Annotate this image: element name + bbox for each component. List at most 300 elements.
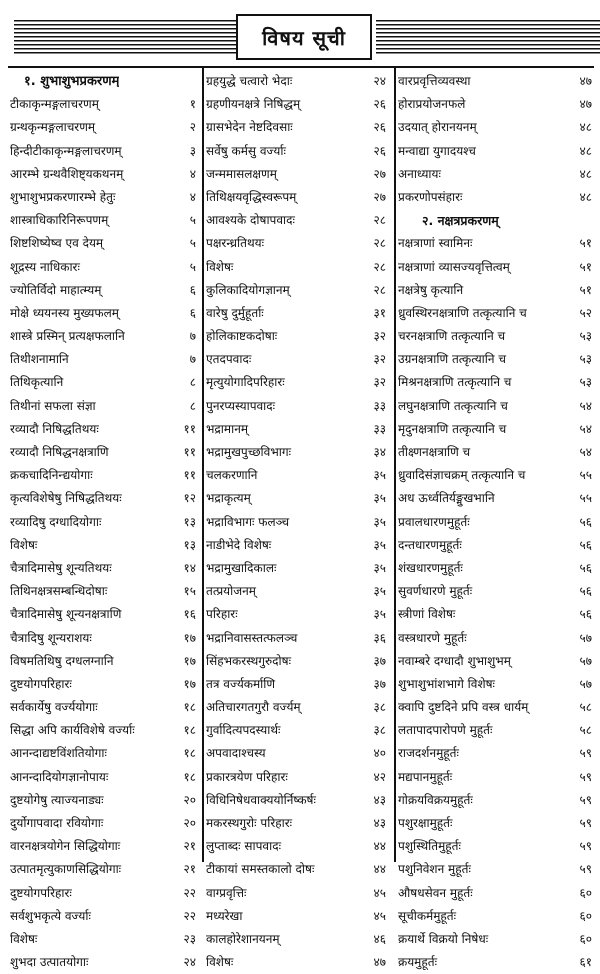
toc-entry-title: मद्यपानमुहूर्तः — [398, 769, 453, 784]
toc-entry-title: उत्पातमृत्युकाणसिद्धियोगाः — [10, 862, 122, 877]
toc-entry-page: ३८ — [373, 723, 386, 738]
toc-entry-page: ३७ — [373, 676, 386, 691]
toc-entry-page: ४४ — [373, 862, 386, 877]
toc-entry-page: ३५ — [373, 537, 386, 552]
toc-entry — [10, 279, 198, 302]
toc-entry-page: १४ — [183, 560, 196, 575]
toc-entry-page: ६ — [189, 305, 196, 320]
toc-entry-title: मन्वाद्या युगादयश्च — [398, 143, 476, 158]
toc-entry-page: २० — [183, 792, 196, 807]
toc-entry-title: भद्रामुखपुच्छविभागः — [206, 445, 292, 459]
section-heading — [10, 70, 198, 93]
toc-entry-page: ३१ — [373, 305, 386, 320]
toc-entry-title: अनाध्यायः — [398, 166, 441, 181]
toc-entry-page: ५६ — [579, 560, 592, 575]
toc-entry-page: ५८ — [579, 723, 592, 738]
toc-entry-title: रव्यादौ निषिद्धनक्षत्राणि — [10, 445, 109, 459]
toc-entry — [398, 557, 594, 580]
toc-entry-title: टीकाकृन्मङ्गलाचरणम् — [10, 97, 99, 112]
toc-entry — [10, 93, 198, 116]
toc-entry-title: गोक्रयविक्रयमुहूर्तः — [398, 792, 473, 807]
toc-entry-title: प्रवालधारणमुहूर्तः — [398, 514, 470, 529]
toc-entry-title: चरनक्षत्राणि तत्कृत्यानि च — [398, 329, 506, 344]
toc-column-2 — [206, 70, 390, 974]
toc-entry-page: ४८ — [579, 189, 592, 204]
toc-entry-title: लुप्ताब्दः सापवादः — [206, 839, 281, 854]
toc-entry — [206, 789, 390, 812]
toc-entry-title: दुष्टयोगपरिहारः — [10, 676, 72, 691]
toc-entry-page: १५ — [183, 584, 196, 599]
toc-entry-page: ३५ — [373, 584, 386, 599]
toc-entry — [10, 905, 198, 928]
toc-entry-title: भद्रामुखादिकालः — [206, 560, 277, 575]
toc-entry-page: ४० — [373, 746, 386, 761]
toc-entry-page: ११ — [183, 445, 196, 459]
toc-entry — [398, 766, 594, 789]
toc-entry-page: २१ — [183, 862, 196, 877]
toc-entry — [206, 279, 390, 302]
toc-entry — [398, 603, 594, 626]
toc-entry-page: ५६ — [579, 514, 592, 529]
toc-entry-page: ३४ — [373, 445, 386, 459]
toc-entry-title: तिथिकृत्यानि — [10, 375, 64, 390]
toc-entry — [10, 627, 198, 650]
toc-entry — [398, 650, 594, 673]
toc-entry-page: ६ — [189, 282, 196, 297]
toc-entry — [206, 140, 390, 163]
toc-entry — [398, 116, 594, 139]
toc-entry-title: वारेषु दुर्मुहूर्ताः — [206, 305, 264, 320]
toc-entry-title: होराप्रयोजनफले — [398, 97, 466, 112]
toc-entry-page: ४४ — [373, 839, 386, 854]
toc-entry-page: ५ — [189, 213, 196, 228]
toc-entry-title: सिद्धा अपि कार्यविशेषे वर्ज्याः — [10, 723, 135, 738]
toc-entry-title: भद्रामानम् — [206, 421, 249, 436]
toc-entry-page: ५३ — [579, 375, 592, 390]
toc-entry-page: १८ — [183, 746, 196, 761]
toc-entry-title: सर्वेषु कर्मसु वर्ज्याः — [206, 143, 286, 158]
toc-entry — [206, 511, 390, 534]
toc-entry-title: सूचीकर्ममुहूर्तः — [398, 908, 457, 923]
toc-entry-title: प्रकारत्रयेण परिहारः — [206, 769, 288, 784]
toc-entry-title: ध्रुवस्थिरनक्षत्राणि तत्कृत्यानि च — [398, 305, 527, 320]
toc-entry-title: उदयात् होरानयनम् — [398, 120, 477, 135]
toc-entry-page: ५७ — [579, 676, 592, 691]
toc-entry-page: ८ — [189, 398, 196, 413]
toc-entry-title: पशुस्थितिमुहूर्तः — [398, 839, 461, 854]
toc-entry-title: शिष्टशिष्येष्व एव देयम् — [10, 236, 104, 251]
toc-entry-page: ११ — [183, 468, 196, 483]
toc-entry-page: ५५ — [579, 468, 592, 483]
section-heading — [398, 209, 594, 232]
toc-entry — [10, 742, 198, 765]
toc-entry-title: लघुनक्षत्राणि तत्कृत्यानि च — [398, 398, 508, 413]
toc-entry-page: १८ — [183, 769, 196, 784]
toc-entry — [10, 140, 198, 163]
toc-entry — [398, 511, 594, 534]
toc-entry-page: ४८ — [579, 166, 592, 181]
toc-entry-page: ४२ — [373, 769, 386, 784]
toc-entry — [398, 371, 594, 394]
toc-entry-title: ग्रन्थकृन्मङ्गलाचरणम् — [10, 120, 96, 135]
toc-entry — [398, 627, 594, 650]
toc-entry-page: १८ — [183, 700, 196, 715]
toc-entry-page: १७ — [183, 676, 196, 691]
toc-entry-page: ३२ — [373, 375, 386, 390]
toc-entry-page: ५९ — [579, 792, 592, 807]
toc-entry-page: ११ — [183, 421, 196, 436]
toc-entry — [206, 325, 390, 348]
toc-entry-title: ध्रुवादिसंज्ञाचक्रम् तत्कृत्यानि च — [398, 468, 526, 483]
toc-entry-page: ७ — [189, 329, 196, 344]
toc-entry-page: ७ — [189, 352, 196, 367]
toc-entry-page: ३६ — [373, 630, 386, 645]
toc-entry-title: अतिचारगतगुरौ वर्ज्यम् — [206, 700, 301, 715]
toc-entry-title: शूद्रस्य नाधिकारः — [10, 259, 80, 274]
toc-entry — [206, 256, 390, 279]
toc-entry-page: २१ — [183, 839, 196, 854]
toc-entry-page: ५६ — [579, 584, 592, 599]
toc-column-3 — [398, 70, 594, 974]
toc-entry — [10, 232, 198, 255]
toc-entry — [10, 557, 198, 580]
toc-entry — [10, 789, 198, 812]
toc-entry — [398, 905, 594, 928]
toc-entry-title: भद्राविभागः फलञ्च — [206, 514, 290, 529]
toc-entry-page: ३७ — [373, 653, 386, 668]
toc-entry-title: सर्वकार्येषु वर्ज्ययोगाः — [10, 700, 98, 715]
toc-entry-page: ५१ — [579, 282, 592, 297]
toc-entry — [398, 70, 594, 93]
column-divider-1 — [202, 68, 204, 862]
toc-entry — [206, 163, 390, 186]
toc-entry — [10, 951, 198, 974]
toc-entry-title: विषमतिथिषु दग्धलग्नानि — [10, 653, 114, 668]
toc-entry-title: नक्षत्राणां स्वामिनः — [398, 236, 473, 251]
toc-entry — [10, 858, 198, 881]
toc-entry — [10, 511, 198, 534]
toc-entry — [398, 580, 594, 603]
toc-entry-title: विशेषः — [10, 931, 38, 946]
toc-entry — [206, 209, 390, 232]
toc-entry-page: ५२ — [579, 305, 592, 320]
toc-entry-title: चैत्रादिषु शून्यराशयः — [10, 630, 92, 645]
toc-entry-title: विशेषः — [206, 259, 234, 274]
toc-entry-page: ६१ — [579, 955, 592, 970]
toc-entry-page: २२ — [183, 885, 196, 900]
toc-entry — [206, 882, 390, 905]
toc-entry — [398, 858, 594, 881]
toc-entry — [206, 487, 390, 510]
toc-entry-page: ४ — [189, 166, 196, 181]
toc-entry-title: रव्यादिषु दग्धादियोगाः — [10, 514, 102, 529]
toc-entry-page: ५७ — [579, 630, 592, 645]
toc-entry-title: शुभाशुभांशभागे विशेषः — [398, 676, 495, 691]
toc-entry — [10, 812, 198, 835]
toc-entry-page: ५९ — [579, 746, 592, 761]
toc-entry-page: २८ — [373, 259, 386, 274]
toc-entry-title: टीकायां समस्तकालो दोषः — [206, 862, 315, 877]
toc-entry — [10, 348, 198, 371]
toc-entry-title: ज्योतिर्विदो माहात्म्यम् — [10, 282, 102, 297]
toc-entry-title: पक्षरन्ध्रतिथयः — [206, 236, 265, 251]
toc-entry-title: आवश्यके दोषापवादः — [206, 213, 295, 228]
toc-entry-title: तिथीनां सफला संज्ञा — [10, 398, 96, 413]
toc-entry — [206, 464, 390, 487]
toc-entry — [398, 93, 594, 116]
toc-entry-title: तिथिनक्षत्रसम्बन्धिदोषाः — [10, 584, 108, 599]
toc-entry — [398, 441, 594, 464]
toc-entry-page: ५४ — [579, 445, 592, 459]
toc-entry-page: १७ — [183, 653, 196, 668]
toc-entry-title: होलिकाष्टकदोषाः — [206, 329, 278, 344]
toc-entry — [10, 696, 198, 719]
toc-entry-title: औषधसेवन मुहूर्तः — [398, 885, 473, 900]
toc-entry-page: ३५ — [373, 468, 386, 483]
toc-entry-title: रव्यादौ निषिद्धतिथयः — [10, 421, 99, 436]
toc-entry-page: २० — [183, 816, 196, 830]
toc-entry — [398, 951, 594, 974]
toc-entry-page: ३५ — [373, 491, 386, 506]
toc-entry — [206, 627, 390, 650]
toc-entry-page: २६ — [373, 97, 386, 112]
decorative-rules-right — [376, 20, 600, 54]
toc-entry-page: ३२ — [373, 352, 386, 367]
toc-entry-page: ६० — [579, 931, 592, 946]
toc-entry-title: ग्रहणीयनक्षत्रे निषिद्धम् — [206, 97, 301, 112]
toc-entry-title: क्रयमुहूर्तः — [398, 955, 437, 970]
toc-entry — [398, 395, 594, 418]
toc-entry-page: ५९ — [579, 816, 592, 830]
toc-entry-page: ६० — [579, 908, 592, 923]
toc-entry — [10, 418, 198, 441]
toc-entry — [10, 534, 198, 557]
toc-entry-page: ४ — [189, 189, 196, 204]
toc-entry-page: ५८ — [579, 700, 592, 715]
toc-entry — [206, 371, 390, 394]
toc-entry-title: दुर्योगापवादा रवियोगाः — [10, 816, 104, 830]
toc-entry-page: ५९ — [579, 862, 592, 877]
toc-entry-title: राजदर्शनमुहूर्तः — [398, 746, 459, 761]
toc-entry-title: नक्षत्रेषु कृत्यानि — [398, 282, 464, 297]
toc-entry-title: प्रकरणोपसंहारः — [398, 189, 463, 204]
toc-entry — [206, 534, 390, 557]
toc-entry-page: ५५ — [579, 491, 592, 506]
toc-entry — [10, 325, 198, 348]
toc-entry-title: एतदपवादः — [206, 352, 252, 367]
toc-entry-title: चैत्रादिमासेषु शून्यतिथयः — [10, 560, 112, 575]
section-heading-text: १. शुभाशुभप्रकरणम् — [24, 74, 120, 89]
toc-entry-page: ४७ — [373, 955, 386, 970]
toc-entry-title: मध्यरेखा — [206, 908, 243, 923]
toc-entry — [206, 766, 390, 789]
toc-entry — [10, 186, 198, 209]
toc-entry-title: जन्ममासलक्षणम् — [206, 166, 277, 181]
toc-entry-page: ३३ — [373, 421, 386, 436]
toc-entry — [206, 696, 390, 719]
toc-entry-page: २४ — [183, 955, 196, 970]
toc-entry-page: ५१ — [579, 259, 592, 274]
toc-entry-page: ५४ — [579, 421, 592, 436]
toc-entry-title: वस्त्रधारणे मुहूर्तः — [398, 630, 467, 645]
toc-entry-title: शंखधारणमुहूर्तः — [398, 560, 463, 575]
toc-entry-page: ३ — [189, 143, 196, 158]
toc-entry — [398, 186, 594, 209]
toc-entry-title: कुलिकादियोगज्ञानम् — [206, 282, 290, 297]
toc-entry-page: ५९ — [579, 769, 592, 784]
toc-entry-page: ३२ — [373, 329, 386, 344]
toc-entry-page: ५१ — [579, 236, 592, 251]
toc-entry — [10, 371, 198, 394]
toc-entry — [10, 719, 198, 742]
toc-entry-title: सिंहभकरस्थगुरुदोषः — [206, 653, 292, 668]
toc-entry — [398, 719, 594, 742]
toc-entry-page: २७ — [373, 166, 386, 181]
toc-entry — [398, 302, 594, 325]
toc-entry — [398, 232, 594, 255]
toc-entry-page: २२ — [183, 908, 196, 923]
toc-entry-title: चलकरणानि — [206, 468, 258, 483]
toc-entry-title: ग्रासभेदेन नेष्टदिवसाः — [206, 120, 293, 135]
toc-entry — [206, 928, 390, 951]
toc-entry-page: १८ — [183, 723, 196, 738]
toc-entry-title: तत्प्रयोजनम् — [206, 584, 256, 599]
toc-entry-page: १७ — [183, 630, 196, 645]
toc-entry-title: मकरस्थगुरोः परिहारः — [206, 816, 293, 830]
toc-entry-title: पशुरक्षामुहूर्तः — [398, 816, 453, 830]
toc-entry-title: सर्वशुभकृत्ये वर्ज्याः — [10, 908, 91, 923]
toc-entry-title: परिहारः — [206, 607, 238, 622]
toc-entry — [10, 441, 198, 464]
toc-entry-title: अपवादाश्चस्य — [206, 746, 266, 761]
toc-entry — [10, 209, 198, 232]
toc-entry-title: तीक्ष्णनक्षत्राणि च — [398, 445, 471, 459]
toc-entry-title: उग्रनक्षत्राणि तत्कृत्यानि च — [398, 352, 506, 367]
toc-entry-page: ४५ — [373, 908, 386, 923]
toc-entry — [398, 464, 594, 487]
toc-entry-title: आनन्दादियोगज्ञानोपायः — [10, 769, 109, 784]
toc-entry — [398, 789, 594, 812]
toc-entry-title: मिश्रनक्षत्राणि तत्कृत्यानि च — [398, 375, 512, 390]
toc-entry-page: ५४ — [579, 398, 592, 413]
toc-entry-page: ३५ — [373, 514, 386, 529]
toc-column-1 — [10, 70, 198, 974]
toc-entry-page: ८ — [189, 375, 196, 390]
toc-entry — [206, 93, 390, 116]
toc-entry — [206, 395, 390, 418]
toc-entry-title: क्रकचादिनिन्द्ययोगाः — [10, 468, 93, 483]
toc-entry — [398, 418, 594, 441]
toc-entry-title: दुष्टयोगेषु त्याज्यनाड्यः — [10, 792, 104, 807]
toc-entry-title: शुभदा उत्पातयोगाः — [10, 955, 89, 970]
toc-entry-page: ५६ — [579, 537, 592, 552]
toc-entry-page: ५६ — [579, 607, 592, 622]
toc-entry-page: ६० — [579, 885, 592, 900]
toc-entry — [398, 835, 594, 858]
toc-entry-title: मोक्षे ध्ययनस्य मुख्यफलम् — [10, 305, 119, 320]
toc-entry-page: ५९ — [579, 839, 592, 854]
toc-entry — [10, 766, 198, 789]
toc-entry-title: आरम्भे ग्रन्थवैशिष्ट्यकथनम् — [10, 166, 124, 181]
toc-entry-title: मृदुनक्षत्राणि तत्कृत्यानि च — [398, 421, 507, 436]
toc-entry — [398, 742, 594, 765]
toc-entry — [206, 232, 390, 255]
toc-entry-page: ४८ — [579, 120, 592, 135]
toc-entry-title: दुष्टयोगपरिहारः — [10, 885, 72, 900]
toc-entry — [10, 882, 198, 905]
toc-entry-title: तिथिक्षयवृद्धिस्वरूपम् — [206, 189, 297, 204]
toc-entry-page: ५७ — [579, 653, 592, 668]
toc-entry — [206, 557, 390, 580]
toc-entry — [10, 580, 198, 603]
toc-entry-title: तिथीशनामानि — [10, 352, 69, 367]
toc-entry — [10, 835, 198, 858]
toc-entry-title: नवाम्बरे दग्धादौ शुभाशुभम् — [398, 653, 511, 668]
section-heading-text: २. नक्षत्रप्रकरणम् — [422, 213, 499, 229]
toc-entry — [206, 835, 390, 858]
toc-entry — [206, 116, 390, 139]
toc-entry — [206, 812, 390, 835]
toc-entry-title: नक्षत्राणां व्यासज्यवृत्तित्वम् — [398, 259, 510, 274]
toc-entry — [206, 302, 390, 325]
toc-entry-page: २८ — [373, 282, 386, 297]
toc-entry-title: विशेषः — [206, 955, 234, 970]
toc-entry — [398, 256, 594, 279]
toc-entry-title: क्वापि दुष्टदिने प्रपि वस्त्र धार्यम् — [398, 700, 529, 715]
toc-entry-page: २८ — [373, 236, 386, 251]
toc-entry — [10, 650, 198, 673]
toc-entry-title: शास्त्राधिकारिनिरूपणम् — [10, 213, 109, 228]
toc-entry-page: २७ — [373, 189, 386, 204]
toc-entry-title: सुवर्णधारणे मुहूर्तः — [398, 584, 473, 599]
toc-entry — [398, 882, 594, 905]
toc-entry — [398, 673, 594, 696]
toc-entry — [10, 256, 198, 279]
toc-entry — [10, 928, 198, 951]
toc-entry — [206, 186, 390, 209]
toc-entry — [10, 487, 198, 510]
toc-entry-title: पशुनिवेशन मुहूर्तः — [398, 862, 471, 877]
toc-entry-page: ५३ — [579, 352, 592, 367]
toc-entry — [206, 441, 390, 464]
page-title: विषय सूची — [262, 25, 346, 50]
toc-entry-title: आनन्दाद्यष्टविंशतियोगाः — [10, 746, 107, 761]
toc-entry — [398, 487, 594, 510]
toc-entry-page: ३३ — [373, 398, 386, 413]
toc-entry-page: ५ — [189, 236, 196, 251]
toc-entry-title: कालहोरेशानयनम् — [206, 931, 280, 946]
toc-entry — [206, 742, 390, 765]
toc-entry — [10, 673, 198, 696]
toc-entry — [206, 905, 390, 928]
toc-entry-page: ४३ — [373, 792, 386, 807]
toc-entry — [398, 163, 594, 186]
toc-entry-title: वारनक्षत्रयोगेन सिद्धियोगाः — [10, 839, 121, 854]
toc-entry-page: २४ — [373, 74, 386, 88]
toc-entry-page: ५३ — [579, 329, 592, 344]
toc-entry — [206, 650, 390, 673]
toc-entry-page: २३ — [183, 931, 196, 946]
header-divider — [8, 66, 594, 68]
toc-entry-page: ३८ — [373, 700, 386, 715]
toc-entry — [206, 719, 390, 742]
toc-entry-page: ४७ — [579, 74, 592, 88]
toc-entry-title: हिन्दीटीकाकृन्मङ्गलाचरणम् — [10, 143, 122, 158]
toc-entry — [398, 140, 594, 163]
toc-entry — [398, 279, 594, 302]
toc-entry-page: २८ — [373, 213, 386, 228]
toc-entry-title: ग्रहयुद्धे चत्वारो भेदाः — [206, 74, 293, 88]
